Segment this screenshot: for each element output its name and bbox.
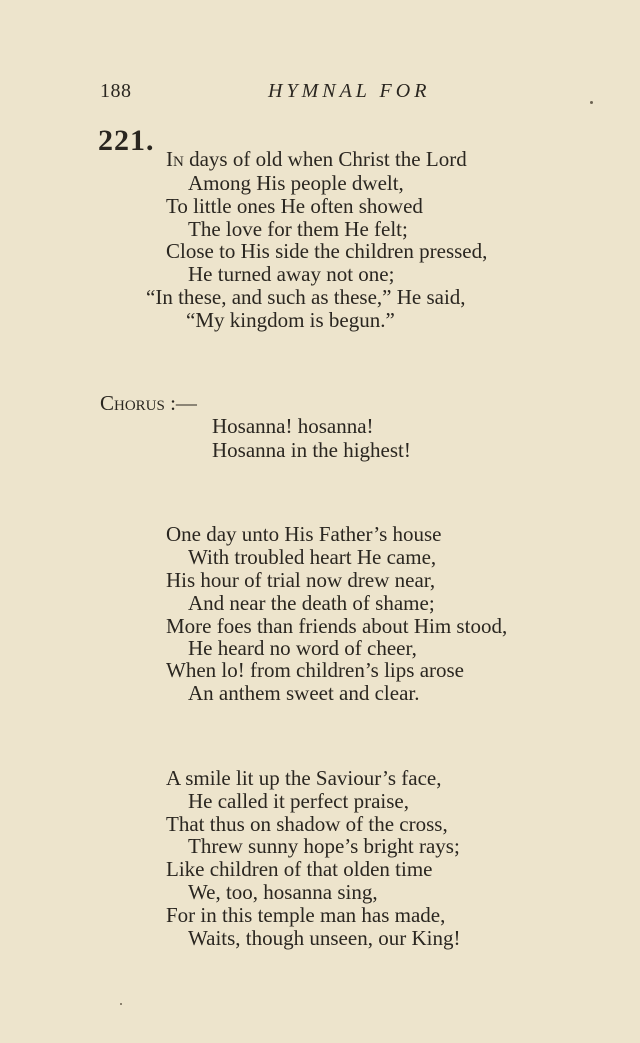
- stanza-3-line-7: For in this temple man has made,: [166, 903, 446, 927]
- stanza-2-line-2: With troubled heart He came,: [188, 545, 437, 569]
- hymn-number: 221.: [98, 124, 155, 157]
- stanza-3-line-1: A smile lit up the Saviour’s face,: [166, 766, 442, 790]
- stanza-1-line-2: Among His people dwelt,: [188, 171, 404, 195]
- print-speck: [590, 101, 593, 104]
- stanza-2-line-8: An anthem sweet and clear.: [188, 681, 420, 705]
- drop-small-caps: In: [166, 147, 184, 171]
- stanza-3-line-5: Like children of that olden time: [166, 857, 433, 881]
- chorus-label: Chorus :—: [100, 391, 197, 415]
- chorus-line-1: Hosanna! hosanna!: [212, 414, 374, 438]
- chorus-line-2: Hosanna in the highest!: [212, 438, 411, 462]
- stanza-1-line-6: He turned away not one;: [188, 262, 395, 286]
- stanza-3-line-2: He called it perfect praise,: [188, 789, 409, 813]
- stanza-2-line-6: He heard no word of cheer,: [188, 636, 417, 660]
- stanza-3-line-4: Threw sunny hope’s bright rays;: [188, 834, 460, 858]
- stanza-1-line-7: “In these, and such as these,” He said,: [146, 285, 466, 309]
- stanza-3-line-3: That thus on shadow of the cross,: [166, 812, 448, 836]
- stanza-1-line-5: Close to His side the children pressed,: [166, 239, 488, 263]
- stanza-2-line-7: When lo! from children’s lips arose: [166, 658, 464, 682]
- page-number: 188: [100, 80, 132, 102]
- stanza-2-line-4: And near the death of shame;: [188, 591, 435, 615]
- stanza-2-line-1: One day unto His Father’s house: [166, 522, 442, 546]
- stanza-1-line-4: The love for them He felt;: [188, 217, 408, 241]
- stanza-3-line-8: Waits, though unseen, our King!: [188, 926, 461, 950]
- stanza-1-line-8: “My kingdom is begun.”: [186, 308, 395, 332]
- print-speck: [120, 1003, 122, 1005]
- running-title: HYMNAL FOR: [268, 80, 431, 102]
- stanza-2-line-5: More foes than friends about Him stood,: [166, 614, 508, 638]
- stanza-1-line-3: To little ones He often showed: [166, 194, 423, 218]
- stanza-1-line-1: In days of old when Christ the Lord: [166, 147, 467, 171]
- stanza-2-line-3: His hour of trial now drew near,: [166, 568, 436, 592]
- stanza-3-line-6: We, too, hosanna sing,: [188, 880, 378, 904]
